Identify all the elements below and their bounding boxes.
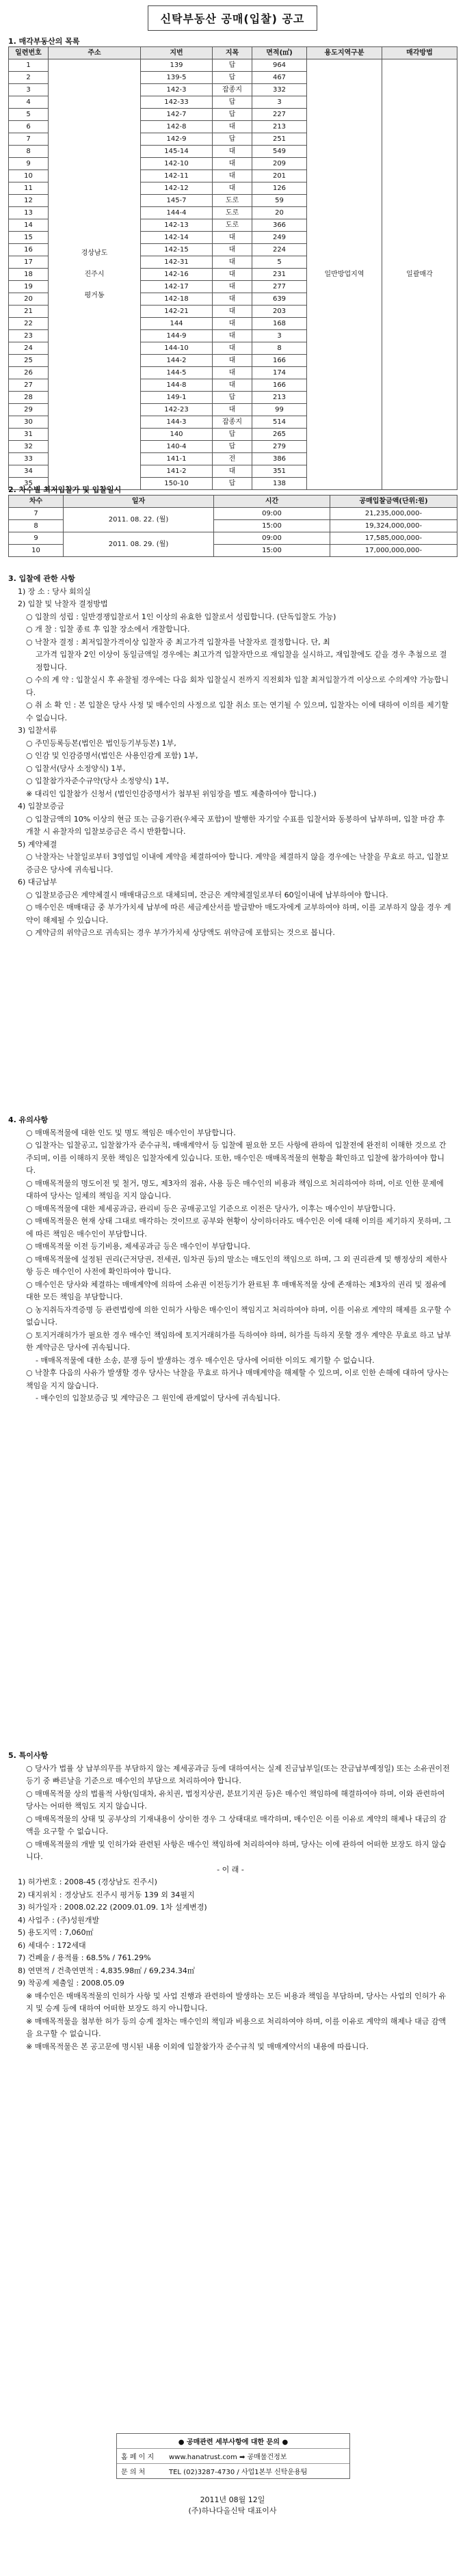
lot-number: 142-12 [141, 182, 213, 195]
land-category: 대 [213, 355, 252, 367]
table-row [9, 508, 457, 520]
bid-price: 17,585,000,000- [330, 532, 457, 545]
area-value: 251 [252, 133, 307, 146]
land-category: 답 [213, 72, 252, 84]
section3-line: 2) 입찰 및 낙찰자 결정방법 [18, 599, 108, 608]
bid-time: 15:00 [214, 520, 330, 532]
row-number: 28 [9, 392, 49, 404]
address-cell [49, 59, 141, 490]
land-category: 답 [213, 429, 252, 441]
lot-number: 142-15 [141, 244, 213, 256]
inquiry-box [116, 2433, 350, 2479]
lot-number: 144-3 [141, 416, 213, 429]
row-number: 17 [9, 256, 49, 269]
bid-time: 15:00 [214, 545, 330, 557]
contact-label: 문 의 처 [121, 2469, 146, 2476]
bid-round: 10 [9, 545, 64, 557]
row-number: 15 [9, 232, 49, 244]
row-number: 29 [9, 404, 49, 416]
lot-number: 142-14 [141, 232, 213, 244]
annex-line: 9) 착공계 제출일 : 2008.05.09 [18, 1979, 124, 1988]
annex-line: 1) 허가번호 : 2008-45 (경상남도 진주시) [18, 1877, 157, 1886]
area-value: 59 [252, 195, 307, 207]
land-category: 답 [213, 392, 252, 404]
land-category: 대 [213, 342, 252, 355]
row-number: 21 [9, 306, 49, 318]
section4-heading: 4. 유의사항 [8, 1115, 49, 1124]
area-value: 213 [252, 392, 307, 404]
land-category: 대 [213, 281, 252, 293]
address-city: 진주시 [84, 271, 105, 278]
section5-line: ○ 당사가 법률 상 납부의무를 부담하지 않는 제세공과금 등에 대하여서는 실제 진금납부일(또는 잔금납부예정일) 또는 소유권이전등기 중 빠른날을 기준으로 매수인의 부담으로 처리하여야 합니다. [26, 1763, 450, 1785]
contact-value: TEL (02)3287-4730 / 사업1본부 신탁운용팀 [169, 2469, 308, 2476]
lot-number: 140 [141, 429, 213, 441]
lot-number: 144-2 [141, 355, 213, 367]
section4-line: - 매매목적물에 대한 소송, 분쟁 등이 발생하는 경우 매수인은 당사에 어떠한 이의도 제기할 수 없습니다. [36, 1355, 375, 1365]
section3-line: ○ 입찰의 성립 : 일반경쟁입찰로서 1인 이상의 유효한 입찰로서 성립합니다. (단독입찰도 가능) [26, 612, 336, 621]
land-category: 대 [213, 367, 252, 379]
section5-line: ○ 매매목적물의 개발 및 인허가와 관련된 사항은 매수인 책임하에 처리하여야 하며, 당사는 이에 관하여 어떠한 보장도 하지 않습니다. [26, 1839, 447, 1861]
col-header: 시간 [214, 496, 330, 508]
land-category: 전 [213, 453, 252, 465]
row-number: 25 [9, 355, 49, 367]
lot-number: 142-17 [141, 281, 213, 293]
land-category: 대 [213, 158, 252, 170]
row-number: 10 [9, 170, 49, 182]
sale-method-cell: 일괄매각 [382, 59, 457, 490]
row-number: 4 [9, 96, 49, 109]
land-category: 도로 [213, 219, 252, 232]
col-header: 주소 [49, 47, 141, 59]
land-category: 답 [213, 59, 252, 72]
col-header: 지번 [141, 47, 213, 59]
section3-line: 3) 입찰서류 [18, 726, 57, 735]
land-category: 답 [213, 478, 252, 490]
lot-number: 142-7 [141, 109, 213, 121]
section3-line: ○ 개 찰 : 입찰 종료 후 입찰 장소에서 개찰합니다. [26, 625, 190, 634]
area-value: 279 [252, 441, 307, 453]
area-value: 20 [252, 207, 307, 219]
lot-number: 142-10 [141, 158, 213, 170]
col-header: 일련번호 [9, 47, 49, 59]
row-number: 22 [9, 318, 49, 330]
section3-line: 1) 장 소 : 당사 회의실 [18, 586, 91, 596]
annex-line: 7) 건폐율 / 용적률 : 68.5% / 761.29% [18, 1953, 151, 1962]
lot-number: 142-8 [141, 121, 213, 133]
area-value: 213 [252, 121, 307, 133]
row-number: 20 [9, 293, 49, 306]
bid-time: 09:00 [214, 508, 330, 520]
area-value: 514 [252, 416, 307, 429]
section5-block [8, 1750, 453, 2053]
land-category: 대 [213, 232, 252, 244]
col-header: 공매입찰금액(단위:원) [330, 496, 457, 508]
lot-number: 139 [141, 59, 213, 72]
row-number: 26 [9, 367, 49, 379]
area-value: 467 [252, 72, 307, 84]
bid-price: 19,324,000,000- [330, 520, 457, 532]
annex-line: 3) 허가일자 : 2008.02.22 (2009.01.09. 1차 설계변경) [18, 1903, 207, 1912]
annex-line: ※ 매매목적물을 첨부한 허가 등의 승계 절차는 매수인의 책임과 비용으로 처리하여야 하며, 이를 이유로 계약의 해제나 대금 감액을 요구할 수 없습니다. [26, 2016, 447, 2038]
home-link[interactable]: www.hanatrust.com ➡ 공매물건정보 [169, 2454, 287, 2461]
land-category: 대 [213, 182, 252, 195]
section3-line: ○ 취 소 확 인 : 본 입찰은 당사 사정 및 매수인의 사정으로 입찰 취소 또는 연기될 수 있으며, 입찰자는 이에 대하여 이의를 제기할 수 없습니다. [26, 701, 449, 722]
lot-number: 142-9 [141, 133, 213, 146]
area-value: 8 [252, 342, 307, 355]
section3-line: ○ 매수인은 매매대금 중 부가가치세 납부에 따른 세금계산서를 발급받아 매도자에게 교부하여야 하며, 이를 교부하지 않을 경우 계약이 해제될 수 있습니다. [26, 903, 451, 925]
row-number: 34 [9, 465, 49, 478]
land-category: 도로 [213, 195, 252, 207]
section3-line: 고가격 입찰자 2인 이상이 동일금액일 경우에는 최고가격 입찰자만으로 재입찰을 실시하고, 재입찰에도 같을 경우 추첨으로 결정합니다. [36, 650, 447, 672]
section3-line: ○ 입찰금액의 10% 이상의 현금 또는 금융기관(우체국 포함)이 발행한 자기앞 수표를 입찰서와 동봉하여 납부하며, 입찰 마감 후 개찰 시 유찰자의 입찰보증금은 즉시 반환합니다. [26, 814, 445, 836]
section4-line: ○ 매매목적물에 대한 인도 및 명도 책임은 매수인이 부담합니다. [26, 1128, 236, 1137]
annex-lines [8, 1876, 453, 2053]
area-value: 639 [252, 293, 307, 306]
property-table-body [9, 59, 457, 490]
lot-number: 144-5 [141, 367, 213, 379]
home-label: 홈 페 이 지 [121, 2454, 155, 2461]
lot-number: 142-21 [141, 306, 213, 318]
area-value: 166 [252, 355, 307, 367]
lot-number: 142-31 [141, 256, 213, 269]
section2-heading: 2. 차수별 최저입찰가 및 입찰일시 [8, 485, 122, 494]
row-number: 23 [9, 330, 49, 342]
area-value: 964 [252, 59, 307, 72]
land-category: 대 [213, 256, 252, 269]
annex-title: - 이 래 - [217, 1865, 244, 1874]
section3-line: ○ 수의 계 약 : 입찰실시 후 유찰될 경우에는 다음 회차 입찰실시 전까지 직전회차 입찰 최저입찰가격 이상으로 수의계약 가능합니다. [26, 675, 449, 697]
row-number: 31 [9, 429, 49, 441]
row-number: 9 [9, 158, 49, 170]
row-number: 18 [9, 269, 49, 281]
area-value: 386 [252, 453, 307, 465]
table-row [9, 59, 457, 72]
address-town: 평거동 [84, 292, 105, 299]
row-number: 35 [9, 478, 49, 490]
section3-line: 4) 입찰보증금 [18, 802, 64, 811]
land-category: 대 [213, 293, 252, 306]
area-value: 265 [252, 429, 307, 441]
annex-line: 4) 사업주 : (주)성원개발 [18, 1915, 100, 1925]
lot-number: 144 [141, 318, 213, 330]
land-category: 대 [213, 318, 252, 330]
section3-line: ○ 입찰보증금은 계약체결시 매매대금으로 대체되며, 잔금은 계약체결일로부터 60일이내에 납부하여야 합니다. [26, 890, 388, 899]
section4-lines [8, 1127, 453, 1405]
col-header: 지목 [213, 47, 252, 59]
section4-line: ○ 매수인은 당사와 체결하는 매매계약에 의하여 소유권 이전등기가 완료된 후 매매목적물 상에 존재하는 제3자의 권리 및 점유에 대한 모든 책임을 부담합니다. [26, 1279, 447, 1301]
lot-number: 142-13 [141, 219, 213, 232]
inquiry-heading-text: ● 공매관련 세부사항에 대한 문의 ● [178, 2439, 289, 2446]
land-category: 대 [213, 404, 252, 416]
area-value: 332 [252, 84, 307, 96]
lot-number: 142-3 [141, 84, 213, 96]
section5-heading: 5. 특이사항 [8, 1751, 49, 1760]
land-category: 답 [213, 109, 252, 121]
section4-line: ○ 입찰자는 입찰공고, 입찰참가자 준수규칙, 매매계약서 등 입찰에 필요한 모든 사항에 관하여 입찰전에 완전히 이해한 것으로 간주되며, 이를 이해하지 못한 책임은 입찰자에게 있습니다. 또한, 매수인은 매매목적물의 현황을 확인하고 입찰에 참가하여야 합니다. [26, 1141, 447, 1175]
land-category: 대 [213, 244, 252, 256]
section4-line: ○ 농지취득자격증명 등 관련법령에 의한 인허가 사항은 매수인이 책임지고 처리하여야 하며, 이를 이유로 계약의 해제를 요구할 수 없습니다. [26, 1305, 451, 1327]
section3-line: ○ 계약금의 위약금으로 귀속되는 경우 부가가치세 상당액도 위약금에 포함되는 것으로 봅니다. [26, 928, 335, 937]
area-value: 3 [252, 96, 307, 109]
bid-date: 2011. 08. 29. (월) [64, 532, 214, 557]
land-category: 답 [213, 96, 252, 109]
lot-number: 139-5 [141, 72, 213, 84]
area-value: 174 [252, 367, 307, 379]
col-header: 일자 [64, 496, 214, 508]
land-category: 대 [213, 269, 252, 281]
area-value: 227 [252, 109, 307, 121]
section3-line: ○ 주민등록등본(법인은 법인등기부등본) 1부, [26, 738, 176, 748]
annex-line: ※ 매매목적물은 본 공고문에 명시된 내용 이외에 입찰참가자 준수규칙 및 매매계약서의 내용에 따릅니다. [26, 2042, 369, 2051]
section4-line: - 매수인의 입찰보증금 및 계약금은 그 원인에 관계없이 당사에 귀속됩니다. [36, 1394, 280, 1402]
bid-price: 21,235,000,000- [330, 508, 457, 520]
land-category: 대 [213, 121, 252, 133]
col-header: 차수 [9, 496, 64, 508]
section1-heading: 1. 매각부동산의 목록 [8, 37, 80, 46]
bid-table-header [9, 496, 457, 508]
area-value: 166 [252, 379, 307, 392]
section3-line: ○ 입찰참가자준수규약(당사 소정양식) 1부, [26, 776, 170, 785]
row-number: 30 [9, 416, 49, 429]
row-number: 8 [9, 146, 49, 158]
lot-number: 140-4 [141, 441, 213, 453]
lot-number: 141-2 [141, 465, 213, 478]
area-value: 277 [252, 281, 307, 293]
section4-line: ○ 매매목적물의 명도이전 및 철거, 명도, 제3자의 점유, 사용 등은 매수인의 비용과 책임으로 처리하여야 하며, 이로 인한 문제에 대하여 당사는 일체의 책임을 지지 않습니다. [26, 1178, 444, 1200]
row-number: 32 [9, 441, 49, 453]
lot-number: 144-10 [141, 342, 213, 355]
land-category: 답 [213, 133, 252, 146]
annex-line: 2) 대지위치 : 경상남도 진주시 평거동 139 외 34필지 [18, 1890, 195, 1899]
area-value: 5 [252, 256, 307, 269]
area-value: 3 [252, 330, 307, 342]
area-value: 231 [252, 269, 307, 281]
row-number: 13 [9, 207, 49, 219]
land-category: 잡종지 [213, 84, 252, 96]
lot-number: 142-16 [141, 269, 213, 281]
signature-block [0, 2495, 465, 2517]
area-value: 201 [252, 170, 307, 182]
land-category: 대 [213, 330, 252, 342]
lot-number: 142-18 [141, 293, 213, 306]
section4-line: ○ 토지거래허가가 필요한 경우 매수인 책임하에 토지거래허가를 득하여야 하며, 허가를 득하지 못할 경우 계약은 무효로 하고 납부한 계약금은 당사에 귀속됩니다. [26, 1330, 451, 1352]
land-category: 대 [213, 465, 252, 478]
section5-line: ○ 매매목적물의 상태 및 공부상의 기재내용이 상이한 경우 그 상태대로 매각하며, 매수인은 이를 이유로 계약의 해제나 대금의 감액을 요구할 수 없습니다. [26, 1814, 447, 1836]
lot-number: 145-7 [141, 195, 213, 207]
section4-block [8, 1114, 453, 1405]
lot-number: 144-4 [141, 207, 213, 219]
lot-number: 145-14 [141, 146, 213, 158]
section4-line: ○ 매매목적물은 현재 상태 그대로 매각하는 것이므로 공부와 현황이 상이하더라도 매수인은 이에 대해 이의를 제기하지 못하며, 그에 따른 책임은 매수인이 부담합니다. [26, 1217, 451, 1238]
land-category: 대 [213, 170, 252, 182]
property-table-header [9, 47, 457, 59]
section3-line: 6) 대금납부 [18, 878, 57, 886]
row-number: 14 [9, 219, 49, 232]
lot-number: 142-23 [141, 404, 213, 416]
area-value: 366 [252, 219, 307, 232]
row-number: 7 [9, 133, 49, 146]
area-value: 351 [252, 465, 307, 478]
inquiry-contact-row [117, 2463, 349, 2478]
row-number: 6 [9, 121, 49, 133]
address-region: 경상남도 [81, 249, 108, 257]
section3-line: ○ 입찰서(당사 소정양식) 1부, [26, 763, 126, 773]
zone-cell: 일반방업지역 [307, 59, 382, 490]
area-value: 209 [252, 158, 307, 170]
section3-lines [8, 586, 453, 940]
bid-date: 2011. 08. 22. (월) [64, 508, 214, 532]
annex-line: 8) 연면적 / 건축연면적 : 4,835.98㎡ / 69,234.34㎡ [18, 1966, 195, 1975]
table-row [9, 532, 457, 545]
col-header: 용도지역구분 [307, 47, 382, 59]
bid-round: 7 [9, 508, 64, 520]
row-number: 27 [9, 379, 49, 392]
col-header: 면적(㎡) [252, 47, 307, 59]
row-number: 3 [9, 84, 49, 96]
area-value: 168 [252, 318, 307, 330]
area-value: 224 [252, 244, 307, 256]
row-number: 19 [9, 281, 49, 293]
section4-line: ○ 매매목적물에 설정된 권리(근저당권, 전세권, 임차권 등)의 말소는 매도인의 책임으로 하며, 그 외 권리관계 및 행정상의 제한사항 등은 매수인이 사전에 확인하여야 합니다. [26, 1254, 447, 1276]
inquiry-heading [117, 2434, 349, 2448]
annex-line: 6) 세대수 : 172세대 [18, 1940, 86, 1950]
section4-line: ○ 매매목적물 이전 등기비용, 제세공과금 등은 매수인이 부담합니다. [26, 1242, 250, 1251]
land-category: 답 [213, 441, 252, 453]
section4-line: ○ 매매목적물에 대한 제세공과금, 관리비 등은 공매공고일 기준으로 이전은 당사가, 이후는 매수인이 부담합니다. [26, 1204, 396, 1213]
inquiry-home-row [117, 2448, 349, 2463]
section3-line: ※ 대리인 입찰참가 신청서 (법인인감증명서가 첨부된 위임장을 별도 제출하여야 합니다.) [26, 789, 317, 798]
row-number: 33 [9, 453, 49, 465]
row-number: 2 [9, 72, 49, 84]
section4-line: ○ 낙찰후 다음의 사유가 발생할 경우 당사는 낙찰을 무효로 하거나 매매계약을 해제할 수 있으며, 이로 인한 손해에 대하여 당사는 책임을 지지 않습니다. [26, 1368, 449, 1390]
section3-line: ○ 인감 및 인감증명서(법인은 사용인감계 포함) 1부, [26, 751, 198, 760]
section5-line: ○ 매매목적물 상의 법률적 사항(임대차, 유치권, 법정지상권, 분묘기지권 등)은 매수인 책임하에 해결하여야 하며, 이와 관련하여 당사는 어떠한 책임도 지지 않습니다. [26, 1789, 445, 1811]
row-number: 12 [9, 195, 49, 207]
land-category: 대 [213, 379, 252, 392]
announcement-date: 2011년 08월 12일 [200, 2495, 265, 2504]
row-number: 24 [9, 342, 49, 355]
area-value: 126 [252, 182, 307, 195]
row-number: 5 [9, 109, 49, 121]
annex-line: ※ 매수인은 매매목적물의 인허가 사항 및 사업 진행과 관련하여 발생하는 모든 비용과 책임을 부담하며, 당사는 사업의 인허가 유지 및 승계 등에 대하여 어떠한 보장도 하지 아니합니다. [26, 1991, 447, 2013]
lot-number: 141-1 [141, 453, 213, 465]
area-value: 138 [252, 478, 307, 490]
title-wrap [0, 5, 465, 31]
bid-time: 09:00 [214, 532, 330, 545]
lot-number: 144-8 [141, 379, 213, 392]
property-table [8, 46, 457, 490]
row-number: 11 [9, 182, 49, 195]
bid-schedule-table [8, 495, 457, 557]
lot-number: 150-10 [141, 478, 213, 490]
section3-line: ○ 낙찰자는 낙찰일로부터 3영업일 이내에 계약을 체결하여야 합니다. 계약을 체결하지 않을 경우에는 낙찰을 무효로 하고, 입찰보증금은 당사에 귀속됩니다. [26, 852, 449, 874]
land-category: 도로 [213, 207, 252, 219]
section3-line: 5) 계약체결 [18, 839, 57, 849]
area-value: 203 [252, 306, 307, 318]
section5-lines [8, 1763, 453, 1864]
land-category: 잡종지 [213, 416, 252, 429]
bid-round: 8 [9, 520, 64, 532]
section3-line: ○ 낙찰자 결정 : 최저입찰가격이상 입찰자 중 최고가격 입찰자를 낙찰자로 결정합니다. 단, 최 [26, 637, 330, 647]
company-name: (주)하나다올신탁 대표이사 [188, 2506, 277, 2515]
land-category: 대 [213, 306, 252, 318]
row-number: 1 [9, 59, 49, 72]
bid-price: 17,000,000,000- [330, 545, 457, 557]
bid-round: 9 [9, 532, 64, 545]
area-value: 99 [252, 404, 307, 416]
lot-number: 142-33 [141, 96, 213, 109]
lot-number: 149-1 [141, 392, 213, 404]
row-number: 16 [9, 244, 49, 256]
page-title: 신탁부동산 공매(입찰) 공고 [148, 5, 318, 31]
section3-heading: 3. 입찰에 관한 사항 [8, 574, 75, 583]
land-category: 대 [213, 146, 252, 158]
col-header: 매각방법 [382, 47, 457, 59]
area-value: 549 [252, 146, 307, 158]
lot-number: 144-9 [141, 330, 213, 342]
section3-block [8, 573, 453, 940]
area-value: 249 [252, 232, 307, 244]
annex-line: 5) 용도지역 : 7,060㎡ [18, 1928, 94, 1937]
lot-number: 142-11 [141, 170, 213, 182]
